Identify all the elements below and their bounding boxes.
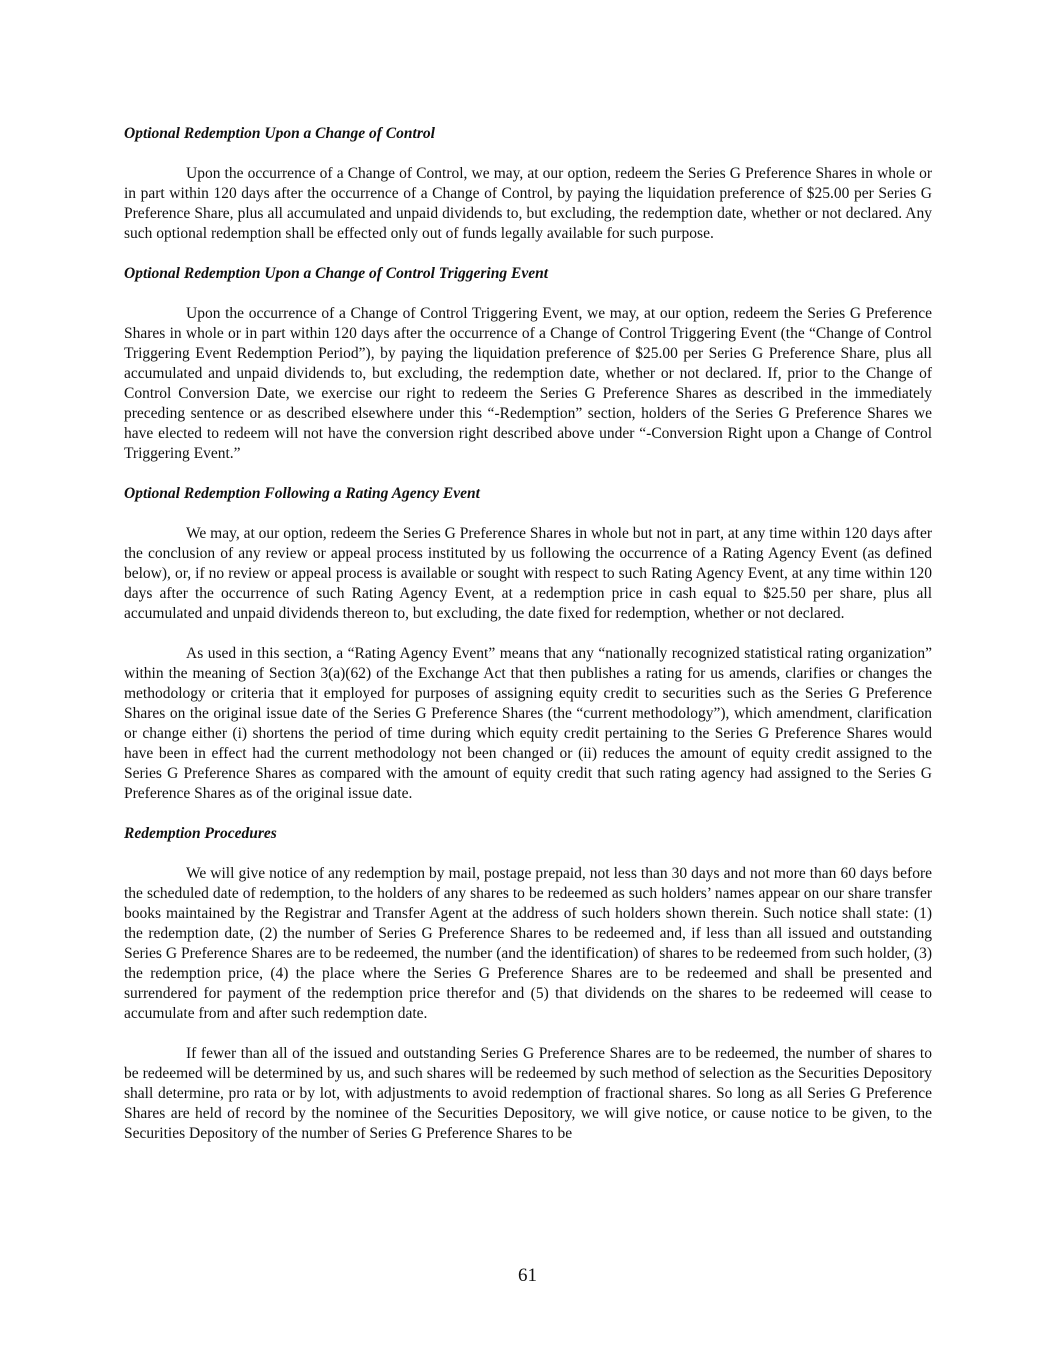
section-heading: Optional Redemption Following a Rating Agency Event: [124, 485, 480, 502]
paragraph: We will give notice of any redemption by mail, postage prepaid, not less than 30 days and not more than 60 days before the scheduled date of redemption, to the holders of any shares to be redeemed as such holders’ names appear on our share transfer books maintained by the Registrar and Transfer Agent at the address of such holders shown therein. Such notice shall state: (1) the redemption date, (2) the number of Series G Preference Shares to be redeemed and, if less than all issued and outstanding Series G Preference Shares are to be redeemed, the number (and the identification) of shares to be redeemed from such holder, (3) the redemption price, (4) the place where the Series G Preference Shares are to be redeemed and shall be presented and surrendered for payment of the redemption price therefor and (5) that dividends on the shares to be redeemed will cease to accumulate from and after such redemption date.: [124, 865, 932, 1022]
section-rating-agency-event: [124, 484, 932, 804]
document-page: [124, 124, 932, 1164]
paragraph: We may, at our option, redeem the Series G Preference Shares in whole but not in part, at any time within 120 days after the conclusion of any review or appeal process instituted by us following the occurrence of a Rating Agency Event (as defined below), or, if no review or appeal process is available or sought with respect to such Rating Agency Event, at any time within 120 days after the occurrence of such Rating Agency Event, at a redemption price in cash equal to $25.50 per share, plus all accumulated and unpaid dividends thereon to, but excluding, the date fixed for redemption, whether or not declared.: [124, 525, 932, 622]
section-heading: Redemption Procedures: [124, 825, 277, 842]
paragraph: Upon the occurrence of a Change of Control, we may, at our option, redeem the Series G Preference Shares in whole or in part within 120 days after the occurrence of a Change of Control, by paying the liquidation preference of $25.00 per Series G Preference Share, plus all accumulated and unpaid dividends to, but excluding, the redemption date, whether or not declared. Any such optional redemption shall be effected only out of funds legally available for such purpose.: [124, 165, 932, 242]
section-change-of-control: [124, 124, 932, 244]
paragraph: Upon the occurrence of a Change of Control Triggering Event, we may, at our option, redeem the Series G Preference Shares in whole or in part within 120 days after the occurrence of a Change of Control Triggering Event (the “Change of Control Triggering Event Redemption Period”), by paying the liquidation preference of $25.00 per Series G Preference Share, plus all accumulated and unpaid dividends to, but excluding, the redemption date, whether or not declared. If, prior to the Change of Control Conversion Date, we exercise our right to redeem the Series G Preference Shares as described in the immediately preceding sentence or as described elsewhere under this “-Redemption” section, holders of the Series G Preference Shares we have elected to redeem will not have the conversion right described above under “-Conversion Right upon a Change of Control Triggering Event.”: [124, 305, 932, 462]
section-redemption-procedures: [124, 824, 932, 1144]
page-number: 61: [518, 1265, 537, 1286]
section-change-of-control-triggering-event: [124, 264, 932, 464]
section-heading: Optional Redemption Upon a Change of Control Triggering Event: [124, 265, 549, 282]
paragraph: As used in this section, a “Rating Agency Event” means that any “nationally recognized statistical rating organization” within the meaning of Section 3(a)(62) of the Exchange Act that then publishes a rating for us amends, clarifies or changes the methodology or criteria that it employed for purposes of assigning equity credit to securities such as the Series G Preference Shares on the original issue date of the Series G Preference Shares (the “current methodology”), which amendment, clarification or change either (i) shortens the period of time during which equity credit pertaining to the Series G Preference Shares would have been in effect had the current methodology not been changed or (ii) reduces the amount of equity credit assigned to the Series G Preference Shares as compared with the amount of equity credit that such rating agency had assigned to the Series G Preference Shares as of the original issue date.: [124, 645, 932, 802]
section-heading: Optional Redemption Upon a Change of Control: [124, 125, 435, 142]
paragraph: If fewer than all of the issued and outstanding Series G Preference Shares are to be redeemed, the number of shares to be redeemed will be determined by us, and such shares will be redeemed by such method of selection as the Securities Depository shall determine, pro rata or by lot, with adjustments to avoid redemption of fractional shares. So long as all Series G Preference Shares are held of record by the nominee of the Securities Depository, we will give notice, or cause notice to be given, to the Securities Depository of the number of Series G Preference Shares to be: [124, 1045, 932, 1142]
